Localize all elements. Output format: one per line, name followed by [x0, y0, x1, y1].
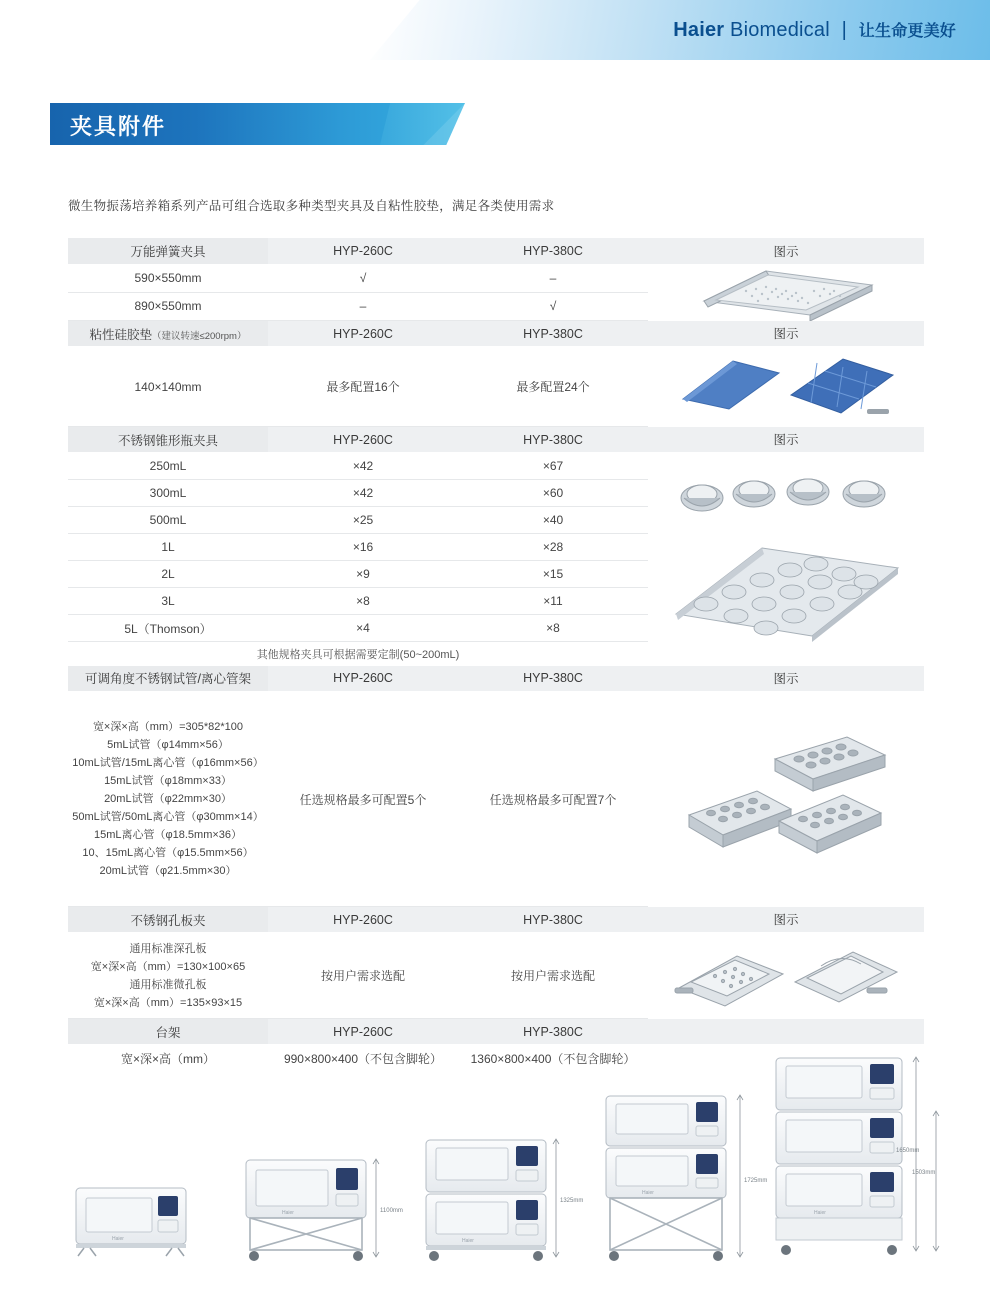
section-header-universal-spring-clamp [68, 238, 924, 264]
illustration-silicone-mats [648, 347, 924, 427]
silicone-mat-icon [671, 351, 901, 423]
intro-text: 微生物振荡培养箱系列产品可组合选取多种类型夹具及自粘性胶垫，满足各类使用需求 [68, 199, 555, 213]
row-label: 250mL [68, 453, 268, 480]
title-banner-accent [380, 103, 465, 145]
spec-line: 15mL离心管（φ18.5mm×36） [93, 829, 243, 841]
column-illustration: 图示 [648, 427, 924, 453]
spec-line: 宽×深×高（mm）=130×100×65 [90, 960, 246, 973]
spec-line: 20mL试管（φ21.5mm×30） [99, 865, 237, 877]
spec-line: 宽×深×高（mm）=135×93×15 [93, 996, 243, 1009]
flask-clamp-icon [666, 464, 906, 654]
svg-text:1650mm: 1650mm [896, 1148, 920, 1154]
row-value-a: ×42 [268, 480, 458, 507]
section-header-flask-clamp [68, 427, 924, 453]
column-model-a: HYP-260C [268, 1019, 458, 1045]
illustration-tube-racks [648, 692, 924, 907]
section-name: 不锈钢孔板夹 [68, 907, 268, 933]
row-value-a: ×4 [268, 615, 458, 642]
row-value-b: ×67 [458, 453, 648, 480]
table-row [68, 347, 924, 427]
row-label: 300mL [68, 480, 268, 507]
row-value-b: 最多配置24个 [458, 347, 648, 427]
row-value-b: – [458, 264, 648, 292]
plate-clamp-icon [671, 938, 901, 1014]
row-value-b: ×28 [458, 534, 648, 561]
table-row [68, 692, 924, 907]
section-name-note: （建议转速≤200rpm） [152, 330, 247, 342]
column-model-a: HYP-260C [268, 427, 458, 453]
column-model-b: HYP-380C [458, 321, 648, 347]
row-value-b: ×40 [458, 507, 648, 534]
section-name: 台架 [68, 1019, 268, 1045]
column-model-a: HYP-260C [268, 666, 458, 692]
row-value-a: ×25 [268, 507, 458, 534]
svg-text:Haier: Haier [282, 1210, 294, 1216]
svg-text:1503mm: 1503mm [912, 1170, 936, 1176]
section-title-banner [50, 103, 465, 145]
section-name [68, 321, 268, 347]
spec-line: 5mL试管（φ14mm×56） [107, 739, 229, 751]
tube-rack-icon [671, 729, 901, 869]
section-header-silicone-mat [68, 321, 924, 347]
config-single-on-stand [246, 1159, 403, 1261]
row-value-a: 990×800×400（不包含脚轮） [283, 1051, 443, 1066]
brand-name-light: Biomedical [730, 19, 830, 41]
row-label: 2L [68, 561, 268, 588]
page-footer-space [0, 1271, 990, 1307]
column-model-a: HYP-260C [268, 238, 458, 264]
row-label: 3L [68, 588, 268, 615]
brand-logo [673, 18, 956, 42]
spec-line: 15mL试管（φ18mm×33） [104, 775, 232, 787]
config-double-on-stand [606, 1095, 767, 1261]
product-configuration-figures [50, 1040, 950, 1270]
row-value-b: 按用户需求选配 [458, 933, 648, 1019]
illustration-spring-clamp-tray [648, 264, 924, 321]
section-header-plate-clamp [68, 907, 924, 933]
table-row [68, 453, 924, 480]
row-label: 宽×深×高（mm） [120, 1051, 215, 1066]
section-name-text: 粘性硅胶垫 [89, 327, 153, 342]
section-header-tube-rack [68, 666, 924, 692]
plate-clamp-spec-list [68, 933, 268, 1019]
svg-text:1100mm: 1100mm [380, 1208, 403, 1214]
column-model-b: HYP-380C [458, 427, 648, 453]
brand-slogan: 让生命更美好 [858, 23, 956, 40]
column-model-a: HYP-260C [268, 907, 458, 933]
row-value-b: 任选规格最多可配置7个 [458, 692, 648, 907]
row-value-a: ×9 [268, 561, 458, 588]
column-model-a: HYP-260C [268, 321, 458, 347]
row-value-b: ×11 [458, 588, 648, 615]
spring-clamp-tray-icon [686, 265, 886, 321]
svg-text:Haier: Haier [112, 1236, 124, 1242]
column-illustration: 图示 [648, 321, 924, 347]
column-model-b: HYP-380C [458, 1019, 648, 1045]
row-label: 890×550mm [68, 292, 268, 320]
section-name: 万能弹簧夹具 [68, 238, 268, 264]
config-single-unit [76, 1188, 186, 1256]
spec-line: 宽×深×高（mm）=305*82*100 [92, 721, 244, 733]
spec-line: 通用标准深孔板 [129, 942, 207, 955]
brand-name-bold: Haier [673, 19, 725, 41]
row-label: 1L [68, 534, 268, 561]
spec-line: 20mL试管（φ22mm×30） [104, 793, 232, 805]
column-illustration: 图示 [648, 238, 924, 264]
row-value-b: 1360×800×400（不包含脚轮） [470, 1051, 636, 1066]
config-triple-stack [776, 1057, 939, 1255]
row-value-b: ×8 [458, 615, 648, 642]
illustration-plate-clamps [648, 933, 924, 1019]
row-value-a: ×8 [268, 588, 458, 615]
page-title: 夹具附件 [70, 114, 167, 139]
row-value-b: ×15 [458, 561, 648, 588]
column-illustration: 图示 [648, 907, 924, 933]
spec-line: 10mL试管/15mL离心管（φ16mm×56） [72, 757, 264, 769]
brand-separator: | [841, 19, 848, 41]
row-value-b: √ [458, 292, 648, 320]
row-value-a: ×42 [268, 453, 458, 480]
row-value-b: ×60 [458, 480, 648, 507]
row-label: 5L（Thomson） [68, 615, 268, 642]
svg-text:Haier: Haier [642, 1190, 654, 1196]
column-illustration: 图示 [648, 666, 924, 692]
row-value-a: 任选规格最多可配置5个 [268, 692, 458, 907]
tube-rack-spec-list [68, 692, 268, 907]
column-model-b: HYP-380C [458, 666, 648, 692]
column-model-b: HYP-380C [458, 238, 648, 264]
svg-text:Haier: Haier [462, 1238, 474, 1244]
custom-size-note: 其他规格夹具可根据需要定制(50~200mL) [256, 648, 460, 661]
spec-line: 10、15mL离心管（φ15.5mm×56） [82, 847, 254, 859]
row-label: 140×140mm [68, 347, 268, 427]
section-name: 可调角度不锈钢试管/离心管架 [68, 666, 268, 692]
accessory-spec-table [68, 238, 924, 1072]
row-value-a: – [268, 292, 458, 320]
row-value-a: ×16 [268, 534, 458, 561]
section-name: 不锈钢锥形瓶夹具 [68, 427, 268, 453]
config-double-stack [426, 1139, 583, 1261]
row-label: 500mL [68, 507, 268, 534]
page-header [0, 0, 990, 60]
row-value-a: 最多配置16个 [268, 347, 458, 427]
header-brand-block [673, 0, 956, 60]
illustration-flask-clamps [648, 453, 924, 666]
shaker-configurations-illustration [50, 1040, 950, 1270]
spec-line: 50mL试管/50mL离心管（φ30mm×14） [72, 811, 264, 823]
svg-text:1325mm: 1325mm [560, 1198, 584, 1204]
row-value-a: 按用户需求选配 [268, 933, 458, 1019]
svg-text:Haier: Haier [814, 1210, 826, 1216]
row-value-a: √ [268, 264, 458, 292]
row-label: 590×550mm [68, 264, 268, 292]
table-row [68, 264, 924, 292]
svg-text:1725mm: 1725mm [744, 1178, 768, 1184]
table-row [68, 933, 924, 1019]
spec-line: 通用标准微孔板 [129, 978, 207, 991]
column-model-b: HYP-380C [458, 907, 648, 933]
